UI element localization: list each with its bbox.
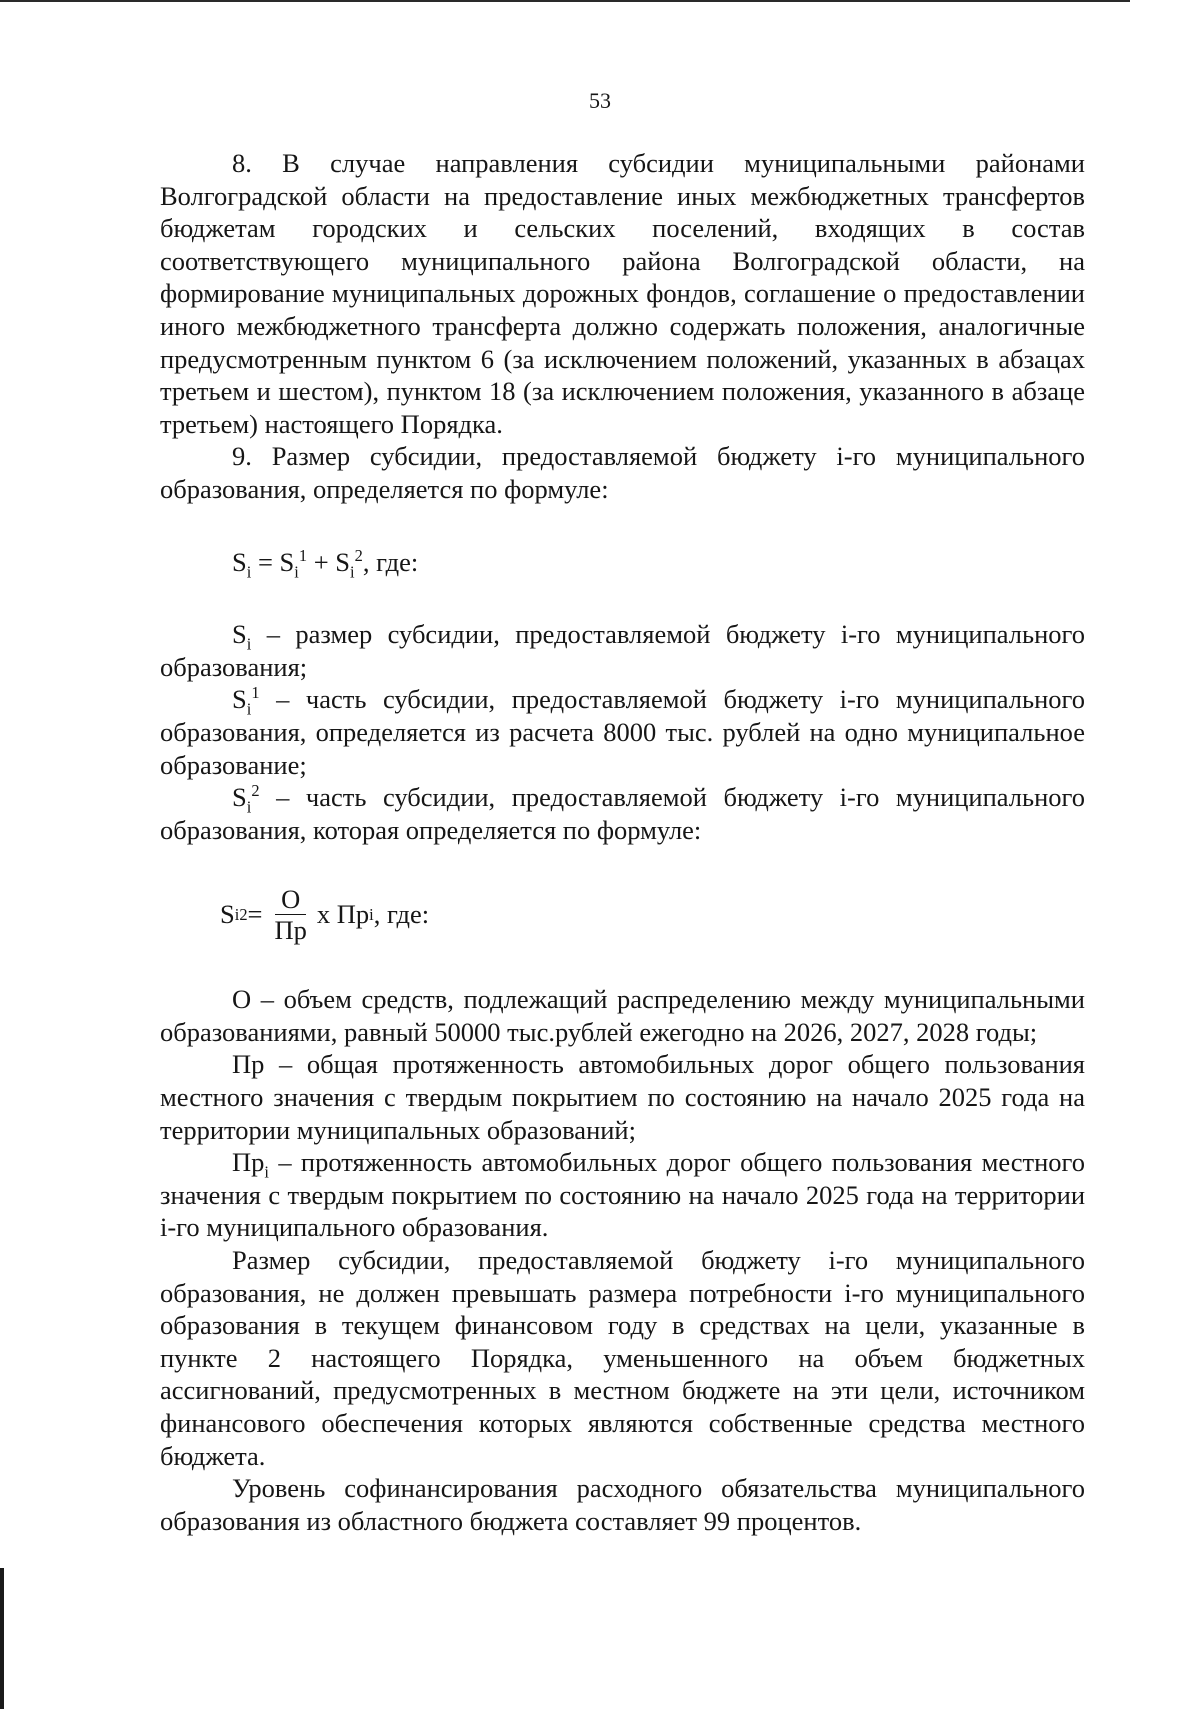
definition-pr: Пр – общая протяженность автомобильных дорог общего пользования местного значения с твердым покрытием по состоянию на начало 2025 года на территории муниципальных образований;: [160, 1049, 1085, 1145]
definition-si: $S_i$ – размер субсидии, предоставляемой бюджету i-го муниципального образования;: [160, 619, 1085, 682]
fraction: [269, 884, 313, 945]
definition-o: О – объем средств, подлежащий распределению между муниципальными образованиями, равный 50000 тыс.рублей ежегодно на 2026, 2027, 2028 годы;: [160, 984, 1085, 1047]
fraction-denominator: Пр: [274, 915, 307, 946]
definition-si2: $S_i^2$ – часть субсидии, предоставляемой бюджету i-го муниципального образования, которая определяется по формуле:: [160, 781, 1085, 845]
document-body: [160, 147, 1085, 1537]
paragraph-subsidy-limit: Размер субсидии, предоставляемой бюджету i-го муниципального образования, не должен превышать размера потребности i-го муниципального образования в текущем финансовом году в средствах на цели, указанные в пункте 2 настоящего Порядка, уменьшенного на объем бюджетных ассигнований, предусмотренных в местном бюджете на эти цели, источником финансового обеспечения которых являются собственные средства местного бюджета.: [160, 1245, 1085, 1471]
formula-subsidy-total: $S_i = S_i^1 + S_i^2$, где:: [232, 545, 419, 581]
paragraph-cofinancing-level: Уровень софинансирования расходного обязательства муниципального образования из областного бюджета составляет 99 процентов.: [160, 1473, 1085, 1536]
formula-subsidy-part2: S i 2 = $\frac{О}{Пр}$ х Пр i , где:: [220, 884, 430, 946]
paragraph-9: 9. Размер субсидии, предоставляемой бюджету i-го муниципального образования, определяется по формуле:: [160, 441, 1085, 504]
scan-top-edge-line: [0, 0, 1130, 2]
page-number: 53: [589, 88, 611, 113]
definition-pri: $Пр_i$ – протяженность автомобильных дорог общего пользования местного значения с твердым покрытием по состоянию на начало 2025 года на территории i-го муниципального образования.: [160, 1147, 1085, 1243]
fraction-numerator: О: [275, 884, 306, 915]
definition-si1: $S_i^1$ – часть субсидии, предоставляемой бюджету i-го муниципального образования, определяется из расчета 8000 тыс. рублей на одно муниципальное образование;: [160, 683, 1085, 780]
paragraph-8: 8. В случае направления субсидии муниципальными районами Волгоградской области на предоставление иных межбюджетных трансфертов бюджетам городских и сельских поселений, входящих в состав соответствующего муниципального района Волгоградской области, на формирование муниципальных дорожных фондов, соглашение о предоставлении иного межбюджетного трансферта должно содержать положения, аналогичные предусмотренным пунктом 6 (за исключением положений, указанных в абзацах третьем и шестом), пунктом 18 (за исключением положения, указанного в абзаце третьем) настоящего Порядка.: [160, 148, 1085, 439]
scan-left-edge-mark: [0, 1568, 4, 1709]
